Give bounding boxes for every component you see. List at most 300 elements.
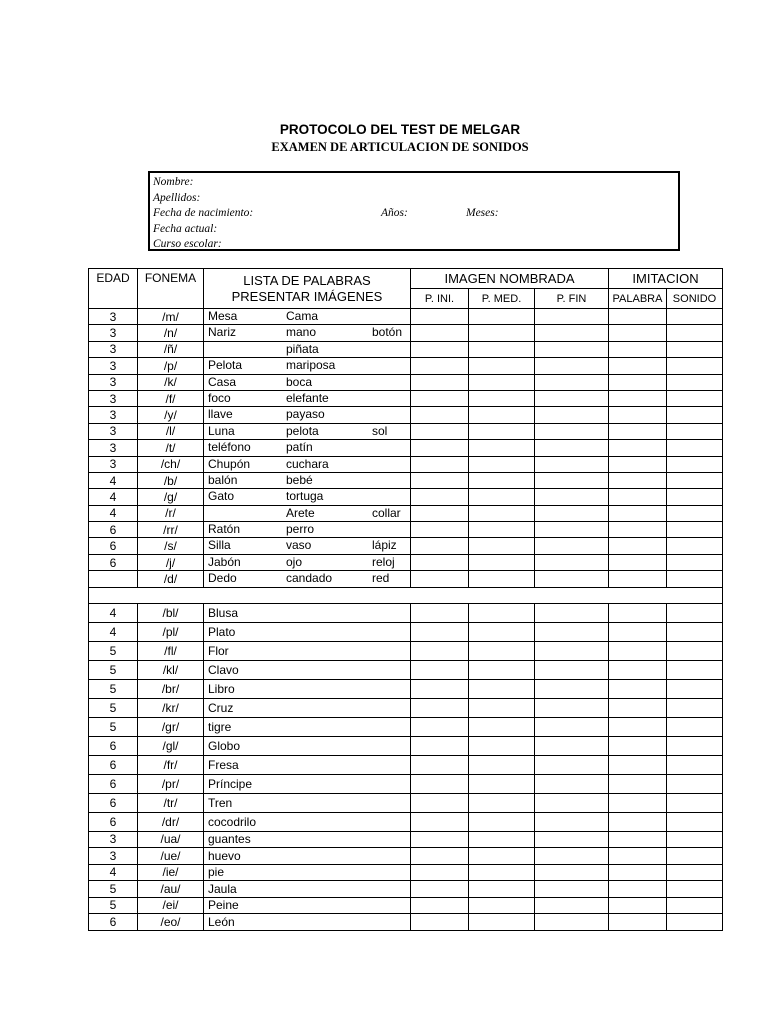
cell-p-med[interactable] xyxy=(469,571,535,587)
cell-fonema: /f/ xyxy=(138,390,204,406)
cell-edad: 4 xyxy=(89,622,138,641)
cell-palabra[interactable] xyxy=(609,881,667,898)
table-row xyxy=(89,472,723,488)
cell-p-med[interactable] xyxy=(469,622,535,641)
cell-palabra[interactable] xyxy=(609,660,667,679)
cell-sonido[interactable] xyxy=(667,522,723,538)
cell-fonema: /pr/ xyxy=(138,774,204,793)
table-row xyxy=(89,423,723,439)
cell-palabras xyxy=(204,341,411,357)
cell-p-med[interactable] xyxy=(469,793,535,812)
cell-p-med[interactable] xyxy=(469,736,535,755)
cell-p-ini[interactable] xyxy=(411,679,469,698)
cell-p-med[interactable] xyxy=(469,660,535,679)
cell-sonido[interactable] xyxy=(667,423,723,439)
cell-palabra[interactable] xyxy=(609,641,667,660)
cell-palabra[interactable] xyxy=(609,736,667,755)
word-1: Chupón xyxy=(208,456,251,471)
cell-sonido[interactable] xyxy=(667,793,723,812)
cell-palabra[interactable] xyxy=(609,440,667,456)
cell-p-ini[interactable] xyxy=(411,774,469,793)
cell-sonido[interactable] xyxy=(667,554,723,570)
cell-p-med[interactable] xyxy=(469,440,535,456)
info-anos: Años: xyxy=(381,207,408,219)
cell-p-fin[interactable] xyxy=(535,341,609,357)
cell-palabras xyxy=(204,407,411,423)
cell-fonema: /l/ xyxy=(138,423,204,439)
cell-fonema: /ei/ xyxy=(138,897,204,914)
cell-edad: 3 xyxy=(89,407,138,423)
cell-palabra[interactable] xyxy=(609,390,667,406)
cell-edad: 4 xyxy=(89,489,138,505)
word-2: tortuga xyxy=(286,489,324,504)
cell-p-med[interactable] xyxy=(469,522,535,538)
cell-p-fin[interactable] xyxy=(535,698,609,717)
cell-p-ini[interactable] xyxy=(411,812,469,831)
table-row xyxy=(89,341,723,357)
word-2: vaso xyxy=(286,538,312,553)
word-2: Arete xyxy=(286,505,315,520)
word-1: Ratón xyxy=(208,522,241,537)
cell-p-fin[interactable] xyxy=(535,603,609,622)
cell-p-med[interactable] xyxy=(469,456,535,472)
cell-edad: 4 xyxy=(89,505,138,521)
patient-info-box xyxy=(148,171,680,251)
cell-p-fin[interactable] xyxy=(535,848,609,865)
cell-edad: 3 xyxy=(89,456,138,472)
word-2: candado xyxy=(286,571,333,586)
cell-palabras xyxy=(204,374,411,390)
table-row xyxy=(89,407,723,423)
cell-palabra[interactable] xyxy=(609,622,667,641)
cell-palabra-word: Tren xyxy=(204,793,411,812)
cell-palabras xyxy=(204,309,411,325)
cell-palabra[interactable] xyxy=(609,831,667,848)
cell-sonido[interactable] xyxy=(667,897,723,914)
table-row xyxy=(89,698,723,717)
word-1: Pelota xyxy=(208,358,243,373)
cell-p-ini[interactable] xyxy=(411,440,469,456)
cell-p-ini[interactable] xyxy=(411,897,469,914)
cell-p-ini[interactable] xyxy=(411,864,469,881)
cell-sonido[interactable] xyxy=(667,358,723,374)
table-row xyxy=(89,774,723,793)
cell-sonido[interactable] xyxy=(667,660,723,679)
table-row xyxy=(89,641,723,660)
cell-edad: 4 xyxy=(89,472,138,488)
word-2: Cama xyxy=(286,309,319,323)
cell-p-fin[interactable] xyxy=(535,812,609,831)
cell-p-fin[interactable] xyxy=(535,374,609,390)
word-1: Mesa xyxy=(208,309,238,323)
cell-sonido[interactable] xyxy=(667,325,723,341)
cell-p-fin[interactable] xyxy=(535,755,609,774)
cell-p-med[interactable] xyxy=(469,472,535,488)
cell-p-fin[interactable] xyxy=(535,456,609,472)
cell-palabra[interactable] xyxy=(609,812,667,831)
cell-p-ini[interactable] xyxy=(411,848,469,865)
cell-palabra[interactable] xyxy=(609,793,667,812)
cell-sonido[interactable] xyxy=(667,717,723,736)
cell-p-ini[interactable] xyxy=(411,325,469,341)
cell-p-ini[interactable] xyxy=(411,755,469,774)
articulation-table xyxy=(88,268,723,931)
cell-palabra-word: Cruz xyxy=(204,698,411,717)
cell-p-med[interactable] xyxy=(469,538,535,554)
document-title: PROTOCOLO DEL TEST DE MELGAR xyxy=(279,122,521,137)
cell-edad: 6 xyxy=(89,736,138,755)
cell-sonido[interactable] xyxy=(667,736,723,755)
cell-p-ini[interactable] xyxy=(411,341,469,357)
cell-sonido[interactable] xyxy=(667,622,723,641)
cell-palabra-word: Globo xyxy=(204,736,411,755)
cell-edad: 5 xyxy=(89,717,138,736)
table-row xyxy=(89,489,723,505)
header-imitacion: IMITACION xyxy=(609,269,723,289)
cell-p-fin[interactable] xyxy=(535,831,609,848)
cell-fonema: /r/ xyxy=(138,505,204,521)
word-1: teléfono xyxy=(208,440,251,455)
cell-p-fin[interactable] xyxy=(535,914,609,931)
cell-palabra[interactable] xyxy=(609,407,667,423)
table-row xyxy=(89,881,723,898)
cell-sonido[interactable] xyxy=(667,309,723,325)
cell-palabras xyxy=(204,456,411,472)
cell-p-ini[interactable] xyxy=(411,390,469,406)
cell-p-fin[interactable] xyxy=(535,489,609,505)
cell-p-ini[interactable] xyxy=(411,538,469,554)
info-fecha-nacimiento-line xyxy=(153,206,678,222)
table-row xyxy=(89,309,723,325)
cell-p-med[interactable] xyxy=(469,407,535,423)
table-row xyxy=(89,554,723,570)
cell-fonema: /j/ xyxy=(138,554,204,570)
cell-p-fin[interactable] xyxy=(535,358,609,374)
cell-palabra[interactable] xyxy=(609,755,667,774)
cell-palabra[interactable] xyxy=(609,456,667,472)
cell-sonido[interactable] xyxy=(667,831,723,848)
header-lista-line1: LISTA DE PALABRAS xyxy=(243,272,371,288)
cell-p-fin[interactable] xyxy=(535,538,609,554)
cell-palabras xyxy=(204,440,411,456)
cell-fonema: /fl/ xyxy=(138,641,204,660)
cell-edad: 3 xyxy=(89,423,138,439)
table-row xyxy=(89,538,723,554)
cell-palabra[interactable] xyxy=(609,848,667,865)
cell-palabra[interactable] xyxy=(609,774,667,793)
cell-fonema: /au/ xyxy=(138,881,204,898)
cell-sonido[interactable] xyxy=(667,755,723,774)
cell-palabra[interactable] xyxy=(609,698,667,717)
cell-p-fin[interactable] xyxy=(535,622,609,641)
cell-palabra[interactable] xyxy=(609,423,667,439)
cell-p-ini[interactable] xyxy=(411,309,469,325)
cell-sonido[interactable] xyxy=(667,505,723,521)
cell-p-med[interactable] xyxy=(469,423,535,439)
header-fonema: FONEMA xyxy=(138,269,204,309)
cell-edad: 3 xyxy=(89,309,138,325)
cell-p-ini[interactable] xyxy=(411,489,469,505)
cell-sonido[interactable] xyxy=(667,538,723,554)
cell-p-fin[interactable] xyxy=(535,774,609,793)
cell-p-med[interactable] xyxy=(469,341,535,357)
cell-p-med[interactable] xyxy=(469,390,535,406)
cell-p-med[interactable] xyxy=(469,358,535,374)
table-row xyxy=(89,914,723,931)
word-2: elefante xyxy=(286,390,329,405)
cell-palabra-word: Flor xyxy=(204,641,411,660)
cell-edad: 5 xyxy=(89,881,138,898)
cell-palabra[interactable] xyxy=(609,522,667,538)
cell-p-ini[interactable] xyxy=(411,505,469,521)
cell-p-fin[interactable] xyxy=(535,505,609,521)
header-p-fin: P. FIN xyxy=(535,289,609,309)
word-3: sol xyxy=(372,423,388,438)
table-row xyxy=(89,390,723,406)
table-row xyxy=(89,864,723,881)
cell-p-ini[interactable] xyxy=(411,456,469,472)
table-row xyxy=(89,897,723,914)
word-2: cuchara xyxy=(286,456,329,471)
cell-palabra[interactable] xyxy=(609,679,667,698)
word-2: pelota xyxy=(286,423,319,438)
cell-fonema: /rr/ xyxy=(138,522,204,538)
word-2: payaso xyxy=(286,407,325,422)
cell-p-fin[interactable] xyxy=(535,309,609,325)
cell-edad: 5 xyxy=(89,679,138,698)
cell-p-med[interactable] xyxy=(469,489,535,505)
cell-sonido[interactable] xyxy=(667,489,723,505)
cell-p-fin[interactable] xyxy=(535,554,609,570)
cell-p-med[interactable] xyxy=(469,774,535,793)
table-row xyxy=(89,660,723,679)
cell-palabra[interactable] xyxy=(609,489,667,505)
header-sonido: SONIDO xyxy=(667,289,723,309)
cell-sonido[interactable] xyxy=(667,571,723,587)
cell-palabra[interactable] xyxy=(609,505,667,521)
cell-edad: 3 xyxy=(89,440,138,456)
cell-p-fin[interactable] xyxy=(535,717,609,736)
word-1: Casa xyxy=(208,374,237,389)
cell-palabras xyxy=(204,472,411,488)
table-row xyxy=(89,622,723,641)
cell-p-ini[interactable] xyxy=(411,423,469,439)
cell-p-ini[interactable] xyxy=(411,374,469,390)
cell-p-ini[interactable] xyxy=(411,914,469,931)
cell-palabra-word: Plato xyxy=(204,622,411,641)
cell-p-med[interactable] xyxy=(469,309,535,325)
cell-fonema: /b/ xyxy=(138,472,204,488)
cell-fonema: /pl/ xyxy=(138,622,204,641)
cell-sonido[interactable] xyxy=(667,881,723,898)
cell-p-med[interactable] xyxy=(469,848,535,865)
cell-p-fin[interactable] xyxy=(535,736,609,755)
cell-p-ini[interactable] xyxy=(411,717,469,736)
cell-palabras xyxy=(204,325,411,341)
cell-palabra-word: pie xyxy=(204,864,411,881)
cell-p-ini[interactable] xyxy=(411,472,469,488)
cell-sonido[interactable] xyxy=(667,914,723,931)
cell-fonema: /ie/ xyxy=(138,864,204,881)
cell-p-ini[interactable] xyxy=(411,522,469,538)
cell-fonema: /g/ xyxy=(138,489,204,505)
table-row xyxy=(89,755,723,774)
cell-p-ini[interactable] xyxy=(411,603,469,622)
cell-p-fin[interactable] xyxy=(535,325,609,341)
table-row xyxy=(89,374,723,390)
word-3: lápiz xyxy=(372,538,397,553)
cell-p-med[interactable] xyxy=(469,881,535,898)
cell-p-ini[interactable] xyxy=(411,881,469,898)
word-2: mariposa xyxy=(286,358,336,373)
cell-palabra[interactable] xyxy=(609,472,667,488)
cell-sonido[interactable] xyxy=(667,407,723,423)
cell-sonido[interactable] xyxy=(667,848,723,865)
cell-p-med[interactable] xyxy=(469,831,535,848)
cell-p-fin[interactable] xyxy=(535,641,609,660)
cell-palabra-word: tigre xyxy=(204,717,411,736)
cell-palabra[interactable] xyxy=(609,554,667,570)
cell-sonido[interactable] xyxy=(667,440,723,456)
cell-edad: 6 xyxy=(89,554,138,570)
cell-sonido[interactable] xyxy=(667,472,723,488)
cell-p-med[interactable] xyxy=(469,325,535,341)
cell-edad: 3 xyxy=(89,358,138,374)
cell-p-fin[interactable] xyxy=(535,423,609,439)
cell-palabra-word: Libro xyxy=(204,679,411,698)
word-2: patín xyxy=(286,440,313,455)
cell-sonido[interactable] xyxy=(667,641,723,660)
cell-p-med[interactable] xyxy=(469,603,535,622)
info-meses: Meses: xyxy=(466,207,499,219)
cell-edad: 4 xyxy=(89,603,138,622)
header-lista-line2: PRESENTAR IMÁGENES xyxy=(231,288,383,304)
cell-p-med[interactable] xyxy=(469,897,535,914)
cell-fonema: /ñ/ xyxy=(138,341,204,357)
word-1: foco xyxy=(208,390,231,405)
word-1: Nariz xyxy=(208,325,237,340)
cell-p-fin[interactable] xyxy=(535,864,609,881)
cell-p-ini[interactable] xyxy=(411,554,469,570)
cell-p-med[interactable] xyxy=(469,864,535,881)
cell-p-ini[interactable] xyxy=(411,698,469,717)
cell-sonido[interactable] xyxy=(667,603,723,622)
cell-sonido[interactable] xyxy=(667,774,723,793)
cell-p-med[interactable] xyxy=(469,641,535,660)
cell-p-ini[interactable] xyxy=(411,736,469,755)
cell-edad: 5 xyxy=(89,641,138,660)
cell-sonido[interactable] xyxy=(667,456,723,472)
cell-fonema: /s/ xyxy=(138,538,204,554)
cell-edad: 5 xyxy=(89,660,138,679)
cell-p-med[interactable] xyxy=(469,717,535,736)
cell-sonido[interactable] xyxy=(667,390,723,406)
cell-fonema: /d/ xyxy=(138,571,204,587)
cell-p-fin[interactable] xyxy=(535,522,609,538)
cell-edad: 3 xyxy=(89,848,138,865)
cell-edad: 6 xyxy=(89,522,138,538)
cell-palabra[interactable] xyxy=(609,325,667,341)
cell-p-ini[interactable] xyxy=(411,358,469,374)
cell-palabra[interactable] xyxy=(609,717,667,736)
cell-palabra[interactable] xyxy=(609,603,667,622)
cell-edad: 6 xyxy=(89,755,138,774)
cell-palabras xyxy=(204,554,411,570)
cell-p-ini[interactable] xyxy=(411,622,469,641)
cell-fonema: /gl/ xyxy=(138,736,204,755)
table-row xyxy=(89,603,723,622)
cell-edad xyxy=(89,571,138,587)
cell-p-fin[interactable] xyxy=(535,472,609,488)
cell-palabra-word: Fresa xyxy=(204,755,411,774)
cell-p-med[interactable] xyxy=(469,914,535,931)
cell-edad: 5 xyxy=(89,698,138,717)
cell-p-fin[interactable] xyxy=(535,660,609,679)
cell-edad: 6 xyxy=(89,812,138,831)
cell-p-ini[interactable] xyxy=(411,831,469,848)
word-3: red xyxy=(372,571,390,586)
table-row xyxy=(89,440,723,456)
cell-p-med[interactable] xyxy=(469,812,535,831)
cell-palabra[interactable] xyxy=(609,538,667,554)
cell-sonido[interactable] xyxy=(667,698,723,717)
cell-palabra-word: Clavo xyxy=(204,660,411,679)
cell-p-fin[interactable] xyxy=(535,407,609,423)
cell-edad: 3 xyxy=(89,390,138,406)
cell-palabra[interactable] xyxy=(609,914,667,931)
cell-p-ini[interactable] xyxy=(411,793,469,812)
cell-p-med[interactable] xyxy=(469,374,535,390)
cell-p-fin[interactable] xyxy=(535,793,609,812)
cell-p-fin[interactable] xyxy=(535,571,609,587)
cell-p-med[interactable] xyxy=(469,554,535,570)
cell-p-ini[interactable] xyxy=(411,407,469,423)
cell-p-fin[interactable] xyxy=(535,390,609,406)
cell-sonido[interactable] xyxy=(667,864,723,881)
cell-p-med[interactable] xyxy=(469,755,535,774)
cell-p-fin[interactable] xyxy=(535,881,609,898)
word-2: piñata xyxy=(286,341,319,356)
cell-palabra[interactable] xyxy=(609,571,667,587)
cell-fonema: /dr/ xyxy=(138,812,204,831)
cell-sonido[interactable] xyxy=(667,341,723,357)
cell-sonido[interactable] xyxy=(667,679,723,698)
cell-p-fin[interactable] xyxy=(535,897,609,914)
cell-p-ini[interactable] xyxy=(411,571,469,587)
cell-palabra[interactable] xyxy=(609,341,667,357)
cell-p-med[interactable] xyxy=(469,679,535,698)
word-1: Silla xyxy=(208,538,231,553)
cell-palabra-word: Príncipe xyxy=(204,774,411,793)
cell-palabras xyxy=(204,505,411,521)
cell-sonido[interactable] xyxy=(667,812,723,831)
cell-fonema: /n/ xyxy=(138,325,204,341)
cell-palabra[interactable] xyxy=(609,358,667,374)
cell-p-ini[interactable] xyxy=(411,660,469,679)
cell-palabra[interactable] xyxy=(609,864,667,881)
cell-p-med[interactable] xyxy=(469,698,535,717)
cell-palabra[interactable] xyxy=(609,374,667,390)
cell-palabras xyxy=(204,522,411,538)
cell-palabra[interactable] xyxy=(609,309,667,325)
cell-p-med[interactable] xyxy=(469,505,535,521)
cell-palabra[interactable] xyxy=(609,897,667,914)
cell-p-fin[interactable] xyxy=(535,679,609,698)
cell-p-fin[interactable] xyxy=(535,440,609,456)
cell-sonido[interactable] xyxy=(667,374,723,390)
cell-fonema: /t/ xyxy=(138,440,204,456)
cell-p-ini[interactable] xyxy=(411,641,469,660)
